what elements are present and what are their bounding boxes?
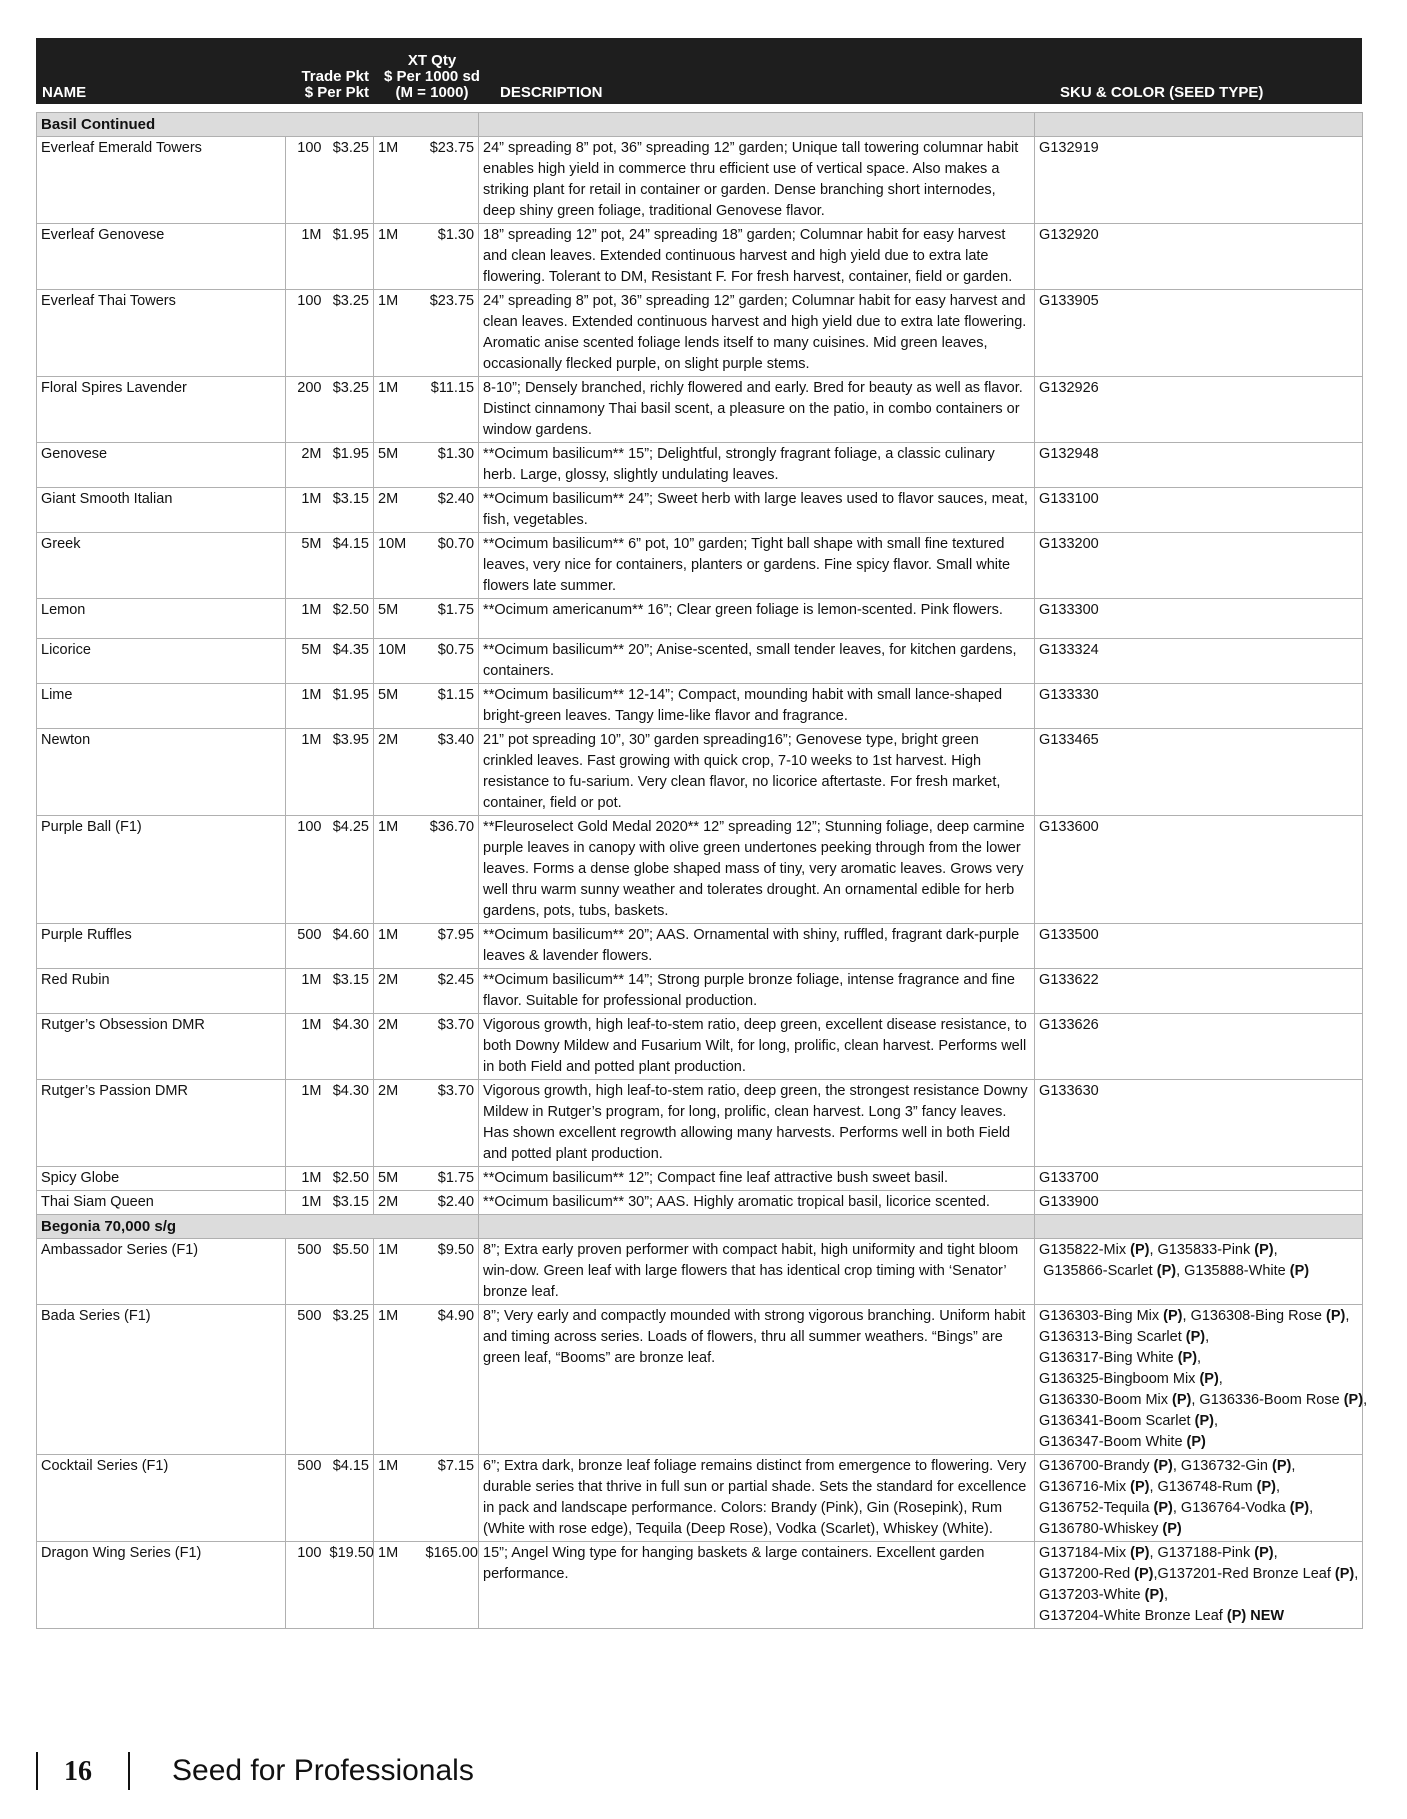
product-name: Lime bbox=[37, 684, 286, 729]
product-description: Vigorous growth, high leaf-to-stem ratio, deep green, excellent disease resistance, to both Downy Mildew and Fusarium Wilt, for long, prolific, clean harvest. Performs well in both Field and potted plant production. bbox=[479, 1014, 1035, 1080]
trade-pkt-price: $4.60 bbox=[326, 924, 374, 969]
trade-pkt-price: $4.35 bbox=[326, 639, 374, 684]
product-description: 8”; Very early and compactly mounded with strong vigorous branching. Uniform habit and timing across series. Loads of flowers, thru all summer weathers. “Bings” are green leaf, “Booms” are bronze leaf. bbox=[479, 1305, 1035, 1455]
seed-table bbox=[36, 112, 1368, 1629]
header-xt-qty: XT Qty $ Per 1000 sd (M = 1000) bbox=[384, 52, 480, 101]
table-row bbox=[37, 443, 1363, 488]
product-description: 15”; Angel Wing type for hanging baskets & large containers. Excellent garden performance. bbox=[479, 1542, 1035, 1629]
sku-cell: G133200 bbox=[1035, 533, 1363, 599]
xt-qty: 2M bbox=[374, 729, 422, 816]
sku-line: G137203-White (P), bbox=[1039, 1587, 1169, 1603]
product-name: Lemon bbox=[37, 599, 286, 639]
product-description: **Ocimum americanum** 16”; Clear green foliage is lemon-scented. Pink flowers. bbox=[479, 599, 1035, 639]
xt-price: $2.40 bbox=[422, 1191, 479, 1215]
section-title: Basil Continued bbox=[37, 113, 479, 137]
xt-qty: 10M bbox=[374, 639, 422, 684]
xt-price: $2.40 bbox=[422, 488, 479, 533]
sku-cell bbox=[1035, 1455, 1363, 1542]
trade-pkt-price: $4.15 bbox=[326, 533, 374, 599]
xt-qty: 1M bbox=[374, 816, 422, 924]
sku-cell: G133330 bbox=[1035, 684, 1363, 729]
xt-qty: 1M bbox=[374, 924, 422, 969]
sku-line: G137204-White Bronze Leaf (P) NEW bbox=[1039, 1608, 1285, 1624]
trade-pkt-price: $3.25 bbox=[326, 137, 374, 224]
table-row bbox=[37, 290, 1363, 377]
trade-pkt-qty: 100 bbox=[286, 816, 326, 924]
table-row bbox=[37, 599, 1363, 639]
product-name: Ambassador Series (F1) bbox=[37, 1239, 286, 1305]
product-description: 21” pot spreading 10”, 30” garden spreading16”; Genovese type, bright green crinkled leaves. Fast growing with quick crop, 7-10 weeks to 1st harvest. High resistance to fu-sarium. Very clean flavor, no licorice aftertaste. For fresh market, container, field or pot. bbox=[479, 729, 1035, 816]
table-row bbox=[37, 1455, 1363, 1542]
product-description: **Ocimum basilicum** 30”; AAS. Highly aromatic tropical basil, licorice scented. bbox=[479, 1191, 1035, 1215]
trade-pkt-qty: 1M bbox=[286, 488, 326, 533]
xt-qty: 2M bbox=[374, 1191, 422, 1215]
trade-pkt-qty: 100 bbox=[286, 137, 326, 224]
table-header bbox=[36, 38, 1362, 104]
xt-price: $11.15 bbox=[422, 377, 479, 443]
product-name: Everleaf Emerald Towers bbox=[37, 137, 286, 224]
product-description: 18” spreading 12” pot, 24” spreading 18” garden; Columnar habit for easy harvest and clean leaves. Extended continuous harvest and high yield due to extra late flowering. Tolerant to DM, Resistant F. For fresh harvest, container, field or garden. bbox=[479, 224, 1035, 290]
header-sku: SKU & COLOR (SEED TYPE) bbox=[1060, 84, 1264, 101]
trade-pkt-price: $3.95 bbox=[326, 729, 374, 816]
xt-qty: 1M bbox=[374, 137, 422, 224]
xt-price: $1.30 bbox=[422, 443, 479, 488]
xt-qty: 1M bbox=[374, 1239, 422, 1305]
product-description: **Fleuroselect Gold Medal 2020** 12” spreading 12”; Stunning foliage, deep carmine purple leaves in canopy with olive green undertones peeking through from the lower leaves. Forms a dense globe shaped mass of tiny, very aromatic leaves. Grows very well thru warm sunny weather and tolerates drought. An ornamental edible for herb gardens, pots, tubs, baskets. bbox=[479, 816, 1035, 924]
sku-cell: G132920 bbox=[1035, 224, 1363, 290]
product-description: 8”; Extra early proven performer with compact habit, high uniformity and tight bloom win-dow. Green leaf with large flowers that has identical crop timing with ‘Senator’ bronze leaf. bbox=[479, 1239, 1035, 1305]
trade-pkt-qty: 1M bbox=[286, 1080, 326, 1167]
product-name: Red Rubin bbox=[37, 969, 286, 1014]
sku-cell: G133626 bbox=[1035, 1014, 1363, 1080]
sku-cell: G133900 bbox=[1035, 1191, 1363, 1215]
xt-price: $36.70 bbox=[422, 816, 479, 924]
sku-cell: G133600 bbox=[1035, 816, 1363, 924]
table-row bbox=[37, 684, 1363, 729]
product-description: 8-10”; Densely branched, richly flowered and early. Bred for beauty as well as flavor. Distinct cinnamony Thai basil scent, a pleasure on the patio, in combo containers or window gardens. bbox=[479, 377, 1035, 443]
product-description: Vigorous growth, high leaf-to-stem ratio, deep green, the strongest resistance Downy Mildew in Rutger’s program, for long, prolific, clean harvest. Long 3” fancy leaves. Has shown excellent regrowth allowing many harvests. Performs well in both Field and potted plant production. bbox=[479, 1080, 1035, 1167]
product-name: Licorice bbox=[37, 639, 286, 684]
trade-pkt-qty: 500 bbox=[286, 924, 326, 969]
xt-price: $4.90 bbox=[422, 1305, 479, 1455]
xt-qty: 1M bbox=[374, 377, 422, 443]
trade-pkt-qty: 1M bbox=[286, 1191, 326, 1215]
product-name: Everleaf Thai Towers bbox=[37, 290, 286, 377]
trade-pkt-price: $2.50 bbox=[326, 599, 374, 639]
table-row bbox=[37, 1167, 1363, 1191]
product-name: Giant Smooth Italian bbox=[37, 488, 286, 533]
product-name: Cocktail Series (F1) bbox=[37, 1455, 286, 1542]
product-name: Floral Spires Lavender bbox=[37, 377, 286, 443]
xt-qty: 5M bbox=[374, 443, 422, 488]
sku-line: G136330-Boom Mix (P), G136336-Boom Rose (P), bbox=[1039, 1392, 1368, 1408]
publication-title: Seed for Professionals bbox=[172, 1754, 474, 1787]
table-row bbox=[37, 639, 1363, 684]
header-description: DESCRIPTION bbox=[500, 84, 603, 101]
sku-line: G136700-Brandy (P), G136732-Gin (P), bbox=[1039, 1458, 1296, 1474]
xt-price: $1.75 bbox=[422, 599, 479, 639]
trade-pkt-qty: 100 bbox=[286, 290, 326, 377]
xt-qty: 5M bbox=[374, 684, 422, 729]
trade-pkt-price: $3.15 bbox=[326, 1191, 374, 1215]
product-name: Rutger’s Passion DMR bbox=[37, 1080, 286, 1167]
trade-pkt-price: $3.25 bbox=[326, 1305, 374, 1455]
table-row bbox=[37, 224, 1363, 290]
sku-cell: G132919 bbox=[1035, 137, 1363, 224]
xt-price: $1.15 bbox=[422, 684, 479, 729]
product-description: 24” spreading 8” pot, 36” spreading 12” garden; Unique tall towering columnar habit enables high yield in commerce thru efficient use of vertical space. Also makes a striking plant for retail in container or garden. Dense branching short internodes, deep shiny green foliage, traditional Genovese flavor. bbox=[479, 137, 1035, 224]
product-description: **Ocimum basilicum** 6” pot, 10” garden; Tight ball shape with small fine textured leaves, very nice for containers, planters or gardens. Fine spicy flavor. Small white flowers late summer. bbox=[479, 533, 1035, 599]
xt-price: $0.75 bbox=[422, 639, 479, 684]
trade-pkt-qty: 1M bbox=[286, 969, 326, 1014]
trade-pkt-qty: 1M bbox=[286, 729, 326, 816]
product-description: **Ocimum basilicum** 24”; Sweet herb with large leaves used to flavor sauces, meat, fish, vegetables. bbox=[479, 488, 1035, 533]
table-row bbox=[37, 1239, 1363, 1305]
product-description: **Ocimum basilicum** 12-14”; Compact, mounding habit with small lance-shaped bright-green leaves. Tangy lime-like flavor and fragrance. bbox=[479, 684, 1035, 729]
product-description: **Ocimum basilicum** 12”; Compact fine leaf attractive bush sweet basil. bbox=[479, 1167, 1035, 1191]
xt-price: $1.30 bbox=[422, 224, 479, 290]
table-row bbox=[37, 924, 1363, 969]
product-description: 24” spreading 8” pot, 36” spreading 12” garden; Columnar habit for easy harvest and clean leaves. Extended continuous harvest and high yield due to extra late flowering. Aromatic anise scented foliage lends itself to many cuisines. Mid green leaves, occasionally flecked purple, on slight purple stems. bbox=[479, 290, 1035, 377]
trade-pkt-price: $4.30 bbox=[326, 1080, 374, 1167]
trade-pkt-price: $4.30 bbox=[326, 1014, 374, 1080]
table-row bbox=[37, 533, 1363, 599]
xt-price: $3.70 bbox=[422, 1080, 479, 1167]
xt-price: $9.50 bbox=[422, 1239, 479, 1305]
sku-line: G136752-Tequila (P), G136764-Vodka (P), bbox=[1039, 1500, 1314, 1516]
sku-line: G135822-Mix (P), G135833-Pink (P), bbox=[1039, 1242, 1278, 1258]
product-name: Dragon Wing Series (F1) bbox=[37, 1542, 286, 1629]
product-name: Thai Siam Queen bbox=[37, 1191, 286, 1215]
xt-qty: 5M bbox=[374, 599, 422, 639]
product-description: **Ocimum basilicum** 20”; AAS. Ornamental with shiny, ruffled, fragrant dark-purple leaves & lavender flowers. bbox=[479, 924, 1035, 969]
table-row bbox=[37, 488, 1363, 533]
page-footer bbox=[36, 1752, 636, 1792]
trade-pkt-price: $4.15 bbox=[326, 1455, 374, 1542]
sku-line: G136303-Bing Mix (P), G136308-Bing Rose (P), bbox=[1039, 1308, 1350, 1324]
sku-line: G135866-Scarlet (P), G135888-White (P) bbox=[1039, 1263, 1310, 1279]
trade-pkt-qty: 1M bbox=[286, 1167, 326, 1191]
xt-qty: 1M bbox=[374, 1542, 422, 1629]
trade-pkt-price: $3.25 bbox=[326, 290, 374, 377]
trade-pkt-price: $1.95 bbox=[326, 684, 374, 729]
trade-pkt-qty: 500 bbox=[286, 1239, 326, 1305]
sku-line: G136716-Mix (P), G136748-Rum (P), bbox=[1039, 1479, 1281, 1495]
table-row bbox=[37, 1542, 1363, 1629]
sku-cell bbox=[1035, 1305, 1368, 1455]
xt-price: $3.70 bbox=[422, 1014, 479, 1080]
product-name: Everleaf Genovese bbox=[37, 224, 286, 290]
trade-pkt-qty: 1M bbox=[286, 599, 326, 639]
table-row bbox=[37, 816, 1363, 924]
sku-cell: G132948 bbox=[1035, 443, 1363, 488]
trade-pkt-qty: 1M bbox=[286, 1014, 326, 1080]
xt-price: $2.45 bbox=[422, 969, 479, 1014]
table-row bbox=[37, 969, 1363, 1014]
product-name: Rutger’s Obsession DMR bbox=[37, 1014, 286, 1080]
sku-cell: G133500 bbox=[1035, 924, 1363, 969]
sku-line: G136341-Boom Scarlet (P), bbox=[1039, 1413, 1218, 1429]
table-row bbox=[37, 137, 1363, 224]
product-name: Spicy Globe bbox=[37, 1167, 286, 1191]
trade-pkt-qty: 200 bbox=[286, 377, 326, 443]
trade-pkt-price: $3.15 bbox=[326, 488, 374, 533]
sku-cell: G133465 bbox=[1035, 729, 1363, 816]
product-name: Greek bbox=[37, 533, 286, 599]
trade-pkt-price: $3.25 bbox=[326, 377, 374, 443]
product-description: **Ocimum basilicum** 20”; Anise-scented, small tender leaves, for kitchen gardens, containers. bbox=[479, 639, 1035, 684]
xt-qty: 1M bbox=[374, 224, 422, 290]
sku-line: G137200-Red (P),G137201-Red Bronze Leaf (P), bbox=[1039, 1566, 1359, 1582]
trade-pkt-price: $2.50 bbox=[326, 1167, 374, 1191]
xt-price: $3.40 bbox=[422, 729, 479, 816]
trade-pkt-price: $1.95 bbox=[326, 224, 374, 290]
sku-cell: G133622 bbox=[1035, 969, 1363, 1014]
table-row bbox=[37, 1191, 1363, 1215]
sku-line: G136325-Bingboom Mix (P), bbox=[1039, 1371, 1223, 1387]
trade-pkt-price: $3.15 bbox=[326, 969, 374, 1014]
xt-qty: 2M bbox=[374, 969, 422, 1014]
xt-price: $7.95 bbox=[422, 924, 479, 969]
xt-qty: 10M bbox=[374, 533, 422, 599]
xt-qty: 2M bbox=[374, 1014, 422, 1080]
xt-price: $1.75 bbox=[422, 1167, 479, 1191]
sku-line: G136313-Bing Scarlet (P), bbox=[1039, 1329, 1210, 1345]
header-trade-pkt: Trade Pkt $ Per Pkt bbox=[301, 68, 369, 101]
sku-line: G136780-Whiskey (P) bbox=[1039, 1521, 1182, 1537]
product-name: Newton bbox=[37, 729, 286, 816]
xt-qty: 1M bbox=[374, 1455, 422, 1542]
product-description: **Ocimum basilicum** 15”; Delightful, strongly fragrant foliage, a classic culinary herb. Large, glossy, slightly undulating leaves. bbox=[479, 443, 1035, 488]
section-header bbox=[37, 113, 1363, 137]
table-row bbox=[37, 1080, 1363, 1167]
trade-pkt-qty: 500 bbox=[286, 1305, 326, 1455]
product-name: Bada Series (F1) bbox=[37, 1305, 286, 1455]
trade-pkt-price: $1.95 bbox=[326, 443, 374, 488]
trade-pkt-qty: 1M bbox=[286, 684, 326, 729]
sku-cell: G132926 bbox=[1035, 377, 1363, 443]
xt-price: $23.75 bbox=[422, 137, 479, 224]
sku-cell: G133324 bbox=[1035, 639, 1363, 684]
xt-qty: 5M bbox=[374, 1167, 422, 1191]
table-row bbox=[37, 1305, 1363, 1455]
xt-price: $23.75 bbox=[422, 290, 479, 377]
trade-pkt-qty: 100 bbox=[286, 1542, 326, 1629]
trade-pkt-qty: 500 bbox=[286, 1455, 326, 1542]
catalog-page bbox=[36, 38, 1368, 1629]
xt-qty: 1M bbox=[374, 1305, 422, 1455]
xt-price: $7.15 bbox=[422, 1455, 479, 1542]
trade-pkt-qty: 2M bbox=[286, 443, 326, 488]
product-name: Purple Ball (F1) bbox=[37, 816, 286, 924]
trade-pkt-price: $19.50 bbox=[326, 1542, 374, 1629]
sku-cell: G133700 bbox=[1035, 1167, 1363, 1191]
xt-qty: 2M bbox=[374, 488, 422, 533]
section-title: Begonia 70,000 s/g bbox=[37, 1215, 479, 1239]
section-header bbox=[37, 1215, 1363, 1239]
table-row bbox=[37, 1014, 1363, 1080]
product-name: Purple Ruffles bbox=[37, 924, 286, 969]
sku-cell: G133630 bbox=[1035, 1080, 1363, 1167]
header-name: NAME bbox=[42, 84, 87, 101]
sku-cell: G133905 bbox=[1035, 290, 1363, 377]
trade-pkt-qty: 5M bbox=[286, 533, 326, 599]
xt-qty: 2M bbox=[374, 1080, 422, 1167]
xt-price: $0.70 bbox=[422, 533, 479, 599]
trade-pkt-price: $4.25 bbox=[326, 816, 374, 924]
sku-cell: G133100 bbox=[1035, 488, 1363, 533]
table-row bbox=[37, 377, 1363, 443]
xt-price: $165.00 bbox=[422, 1542, 479, 1629]
trade-pkt-price: $5.50 bbox=[326, 1239, 374, 1305]
sku-line: G136317-Bing White (P), bbox=[1039, 1350, 1202, 1366]
sku-cell bbox=[1035, 1239, 1363, 1305]
product-name: Genovese bbox=[37, 443, 286, 488]
trade-pkt-qty: 5M bbox=[286, 639, 326, 684]
sku-line: G136347-Boom White (P) bbox=[1039, 1434, 1206, 1450]
product-description: 6”; Extra dark, bronze leaf foliage remains distinct from emergence to flowering. Very durable series that thrive in full sun or partial shade. Sets the standard for excellence in pack and landscape performance. Colors: Brandy (Pink), Gin (Rosepink), Rum (White with rose edge), Tequila (Deep Rose), Vodka (Scarlet), Whiskey (White). bbox=[479, 1455, 1035, 1542]
sku-cell: G133300 bbox=[1035, 599, 1363, 639]
sku-line: G137184-Mix (P), G137188-Pink (P), bbox=[1039, 1545, 1278, 1561]
trade-pkt-qty: 1M bbox=[286, 224, 326, 290]
page-number: 16 bbox=[64, 1756, 92, 1787]
sku-cell bbox=[1035, 1542, 1363, 1629]
product-description: **Ocimum basilicum** 14”; Strong purple bronze foliage, intense fragrance and fine flavor. Suitable for professional production. bbox=[479, 969, 1035, 1014]
table-row bbox=[37, 729, 1363, 816]
xt-qty: 1M bbox=[374, 290, 422, 377]
